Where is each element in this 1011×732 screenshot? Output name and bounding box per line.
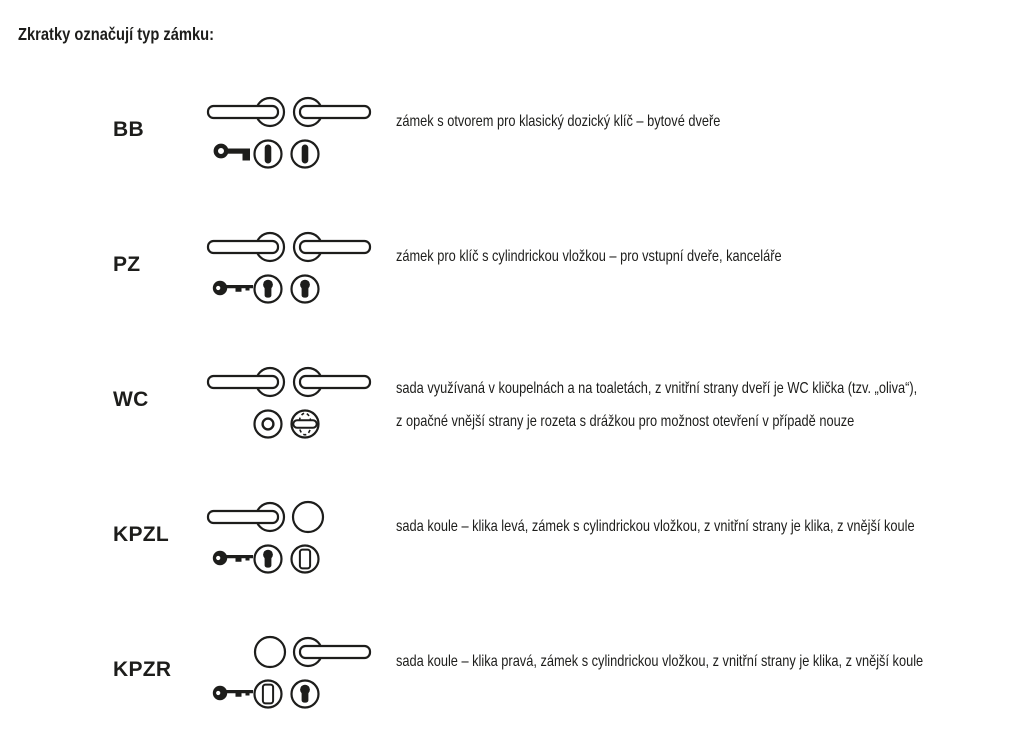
lever-handle-left-icon (208, 503, 284, 531)
wc-pictogram-svg (205, 360, 380, 450)
lock-pictograms-kpzr (205, 630, 380, 720)
lever-handle-right-icon (294, 368, 370, 396)
lock-code-wc: WC (113, 388, 149, 411)
lock-code-kpzr: KPZR (113, 658, 172, 681)
blank-rosette-icon (292, 546, 319, 573)
lever-handle-right-icon (294, 233, 370, 261)
lever-handle-right-icon (294, 98, 370, 126)
knob-icon (255, 637, 285, 667)
classic-key-icon (216, 146, 250, 161)
page-title: Zkratky označují typ zámku: (18, 24, 215, 44)
cylinder-key-icon (213, 551, 253, 565)
cylinder-key-icon (213, 686, 253, 700)
lock-description-kpzr: sada koule – klika pravá, zámek s cylindrickou vložkou, z vnitřní strany je klika, z vnější koule (396, 653, 924, 670)
lock-description-bb: zámek s otvorem pro klasický dozický klíč – bytové dveře (396, 113, 721, 130)
lock-pictograms-wc (205, 360, 380, 450)
cylinder-key-icon (213, 281, 253, 295)
lever-handle-left-icon (208, 368, 284, 396)
pz-cylinder-rosette-icon (292, 681, 319, 708)
lock-pictograms-kpzl (205, 495, 380, 585)
lock-description-wc (396, 372, 917, 438)
grooved-rosette-icon (255, 411, 282, 438)
lock-description-pz: zámek pro klíč s cylindrickou vložkou – pro vstupní dveře, kanceláře (396, 248, 782, 265)
lock-pictograms-bb (205, 90, 380, 180)
lock-code-bb: BB (113, 118, 144, 141)
lock-pictograms-pz (205, 225, 380, 315)
pz-pictogram-svg (205, 225, 380, 315)
lock-type-row-pz (0, 225, 1011, 315)
lever-handle-left-icon (208, 233, 284, 261)
pz-cylinder-rosette-icon (255, 546, 282, 573)
lock-type-row-kpzr (0, 630, 1011, 720)
pz-cylinder-rosette-icon (292, 276, 319, 303)
pz-cylinder-rosette-icon (255, 276, 282, 303)
lock-description-wc-line2: z opačné vnější strany je rozeta s drážkou pro možnost otevření v případě nouze (396, 413, 855, 430)
lever-handle-right-icon (294, 638, 370, 666)
bb-pictogram-svg (205, 90, 380, 180)
lock-type-row-wc (0, 360, 1011, 450)
bb-keyhole-rosette-icon (292, 141, 319, 168)
knob-icon (293, 502, 323, 532)
kpzl-pictogram-svg (205, 495, 380, 585)
blank-rosette-icon (255, 681, 282, 708)
lock-code-kpzl: KPZL (113, 523, 170, 546)
lever-handle-left-icon (208, 98, 284, 126)
bb-keyhole-rosette-icon (255, 141, 282, 168)
lock-code-pz: PZ (113, 253, 141, 276)
lock-description-wc-line1: sada využívaná v koupelnách a na toaletách, z vnitřní strany dveří je WC klička (tzv. „oliva“), (396, 380, 918, 397)
lock-type-row-bb (0, 90, 1011, 180)
lock-type-row-kpzl (0, 495, 1011, 585)
wc-oliva-rosette-icon (292, 411, 319, 438)
kpzr-pictogram-svg (205, 630, 380, 720)
lock-description-kpzl: sada koule – klika levá, zámek s cylindrickou vložkou, z vnitřní strany je klika, z vnější koule (396, 518, 915, 535)
